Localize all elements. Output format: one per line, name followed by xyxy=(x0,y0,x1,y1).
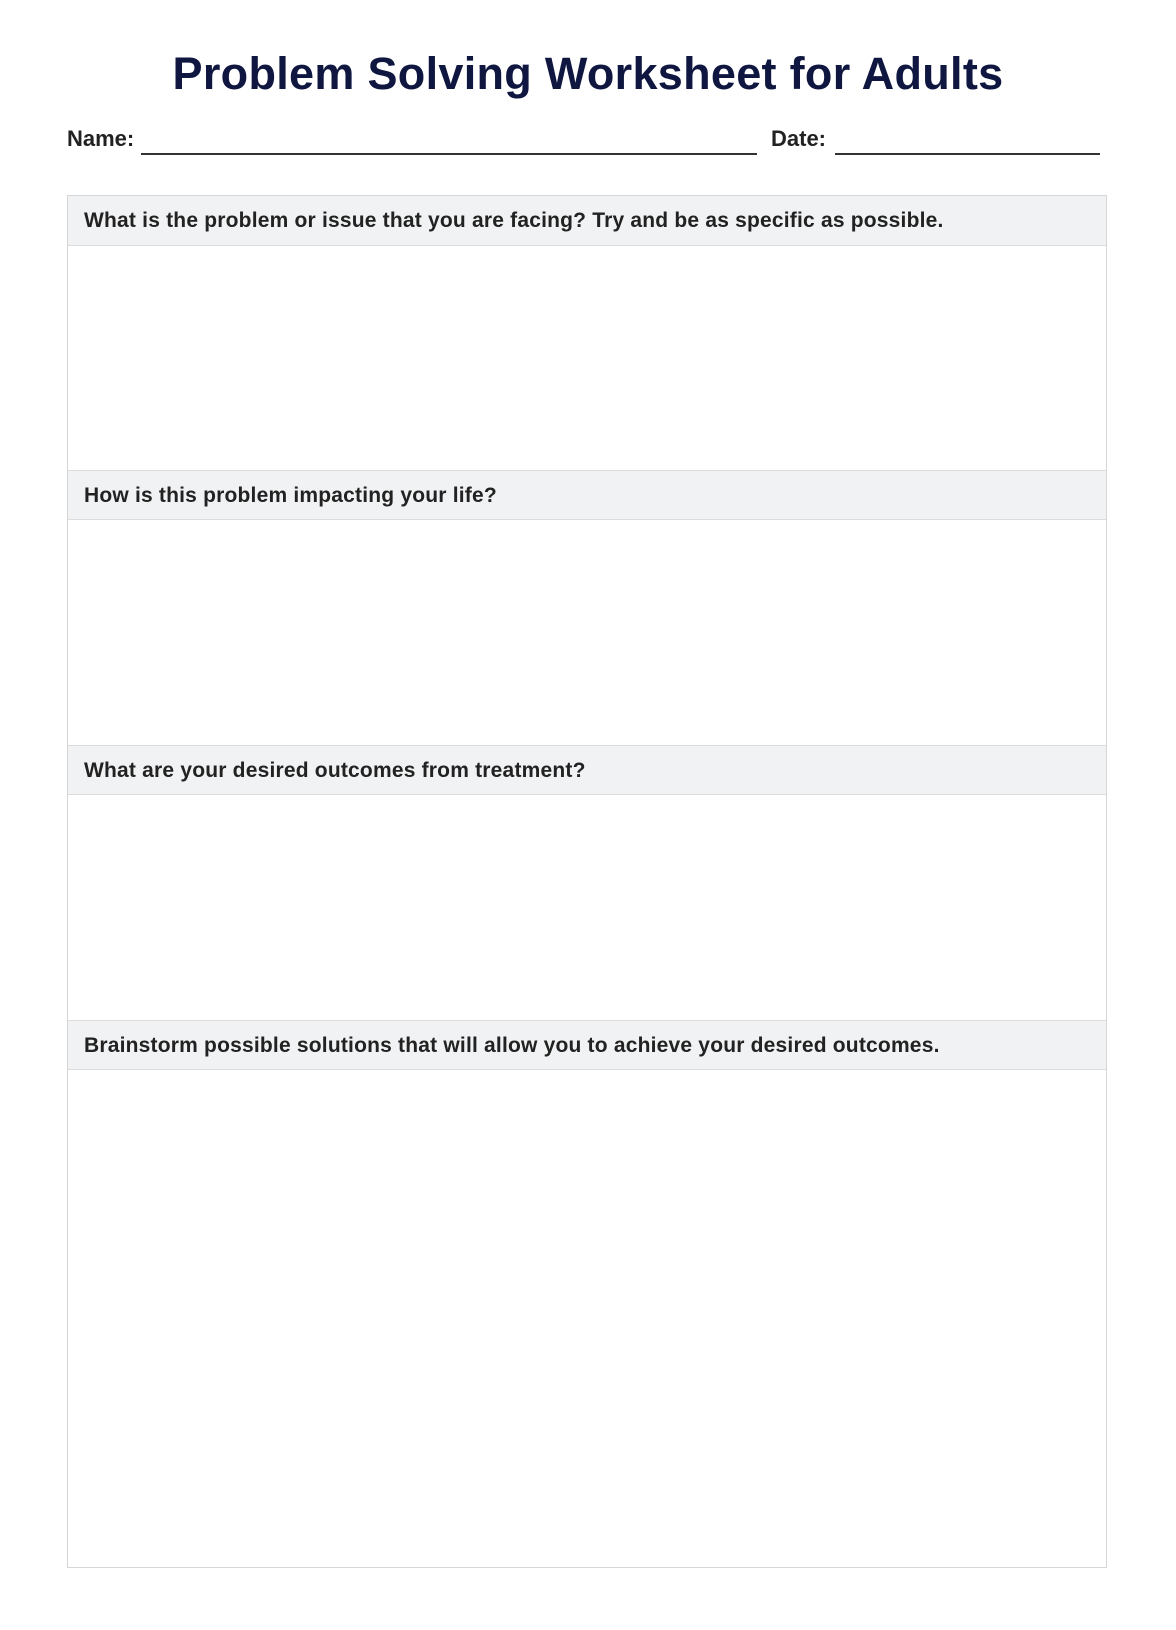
page-title: Problem Solving Worksheet for Adults xyxy=(172,48,1004,99)
section-prompt: What is the problem or issue that you are facing? Try and be as specific as possible. xyxy=(68,196,1106,246)
answer-area-impact[interactable] xyxy=(68,520,1106,745)
answer-area-problem[interactable] xyxy=(68,246,1106,470)
date-label: Date: xyxy=(771,126,827,151)
section-prompt: Brainstorm possible solutions that will allow you to achieve your desired outcomes. xyxy=(68,1020,1106,1070)
section-solutions xyxy=(68,1020,1106,1567)
answer-area-outcomes[interactable] xyxy=(68,795,1106,1020)
section-problem xyxy=(68,196,1106,470)
date-field[interactable] xyxy=(835,153,1100,155)
section-impact xyxy=(68,470,1106,745)
name-label: Name: xyxy=(67,126,135,151)
worksheet-container xyxy=(67,195,1107,1568)
answer-area-solutions[interactable] xyxy=(68,1070,1106,1567)
section-prompt: What are your desired outcomes from treatment? xyxy=(68,745,1106,795)
name-date-row xyxy=(67,126,1108,156)
section-outcomes xyxy=(68,745,1106,1020)
section-prompt: How is this problem impacting your life? xyxy=(68,470,1106,520)
name-field[interactable] xyxy=(141,153,757,155)
